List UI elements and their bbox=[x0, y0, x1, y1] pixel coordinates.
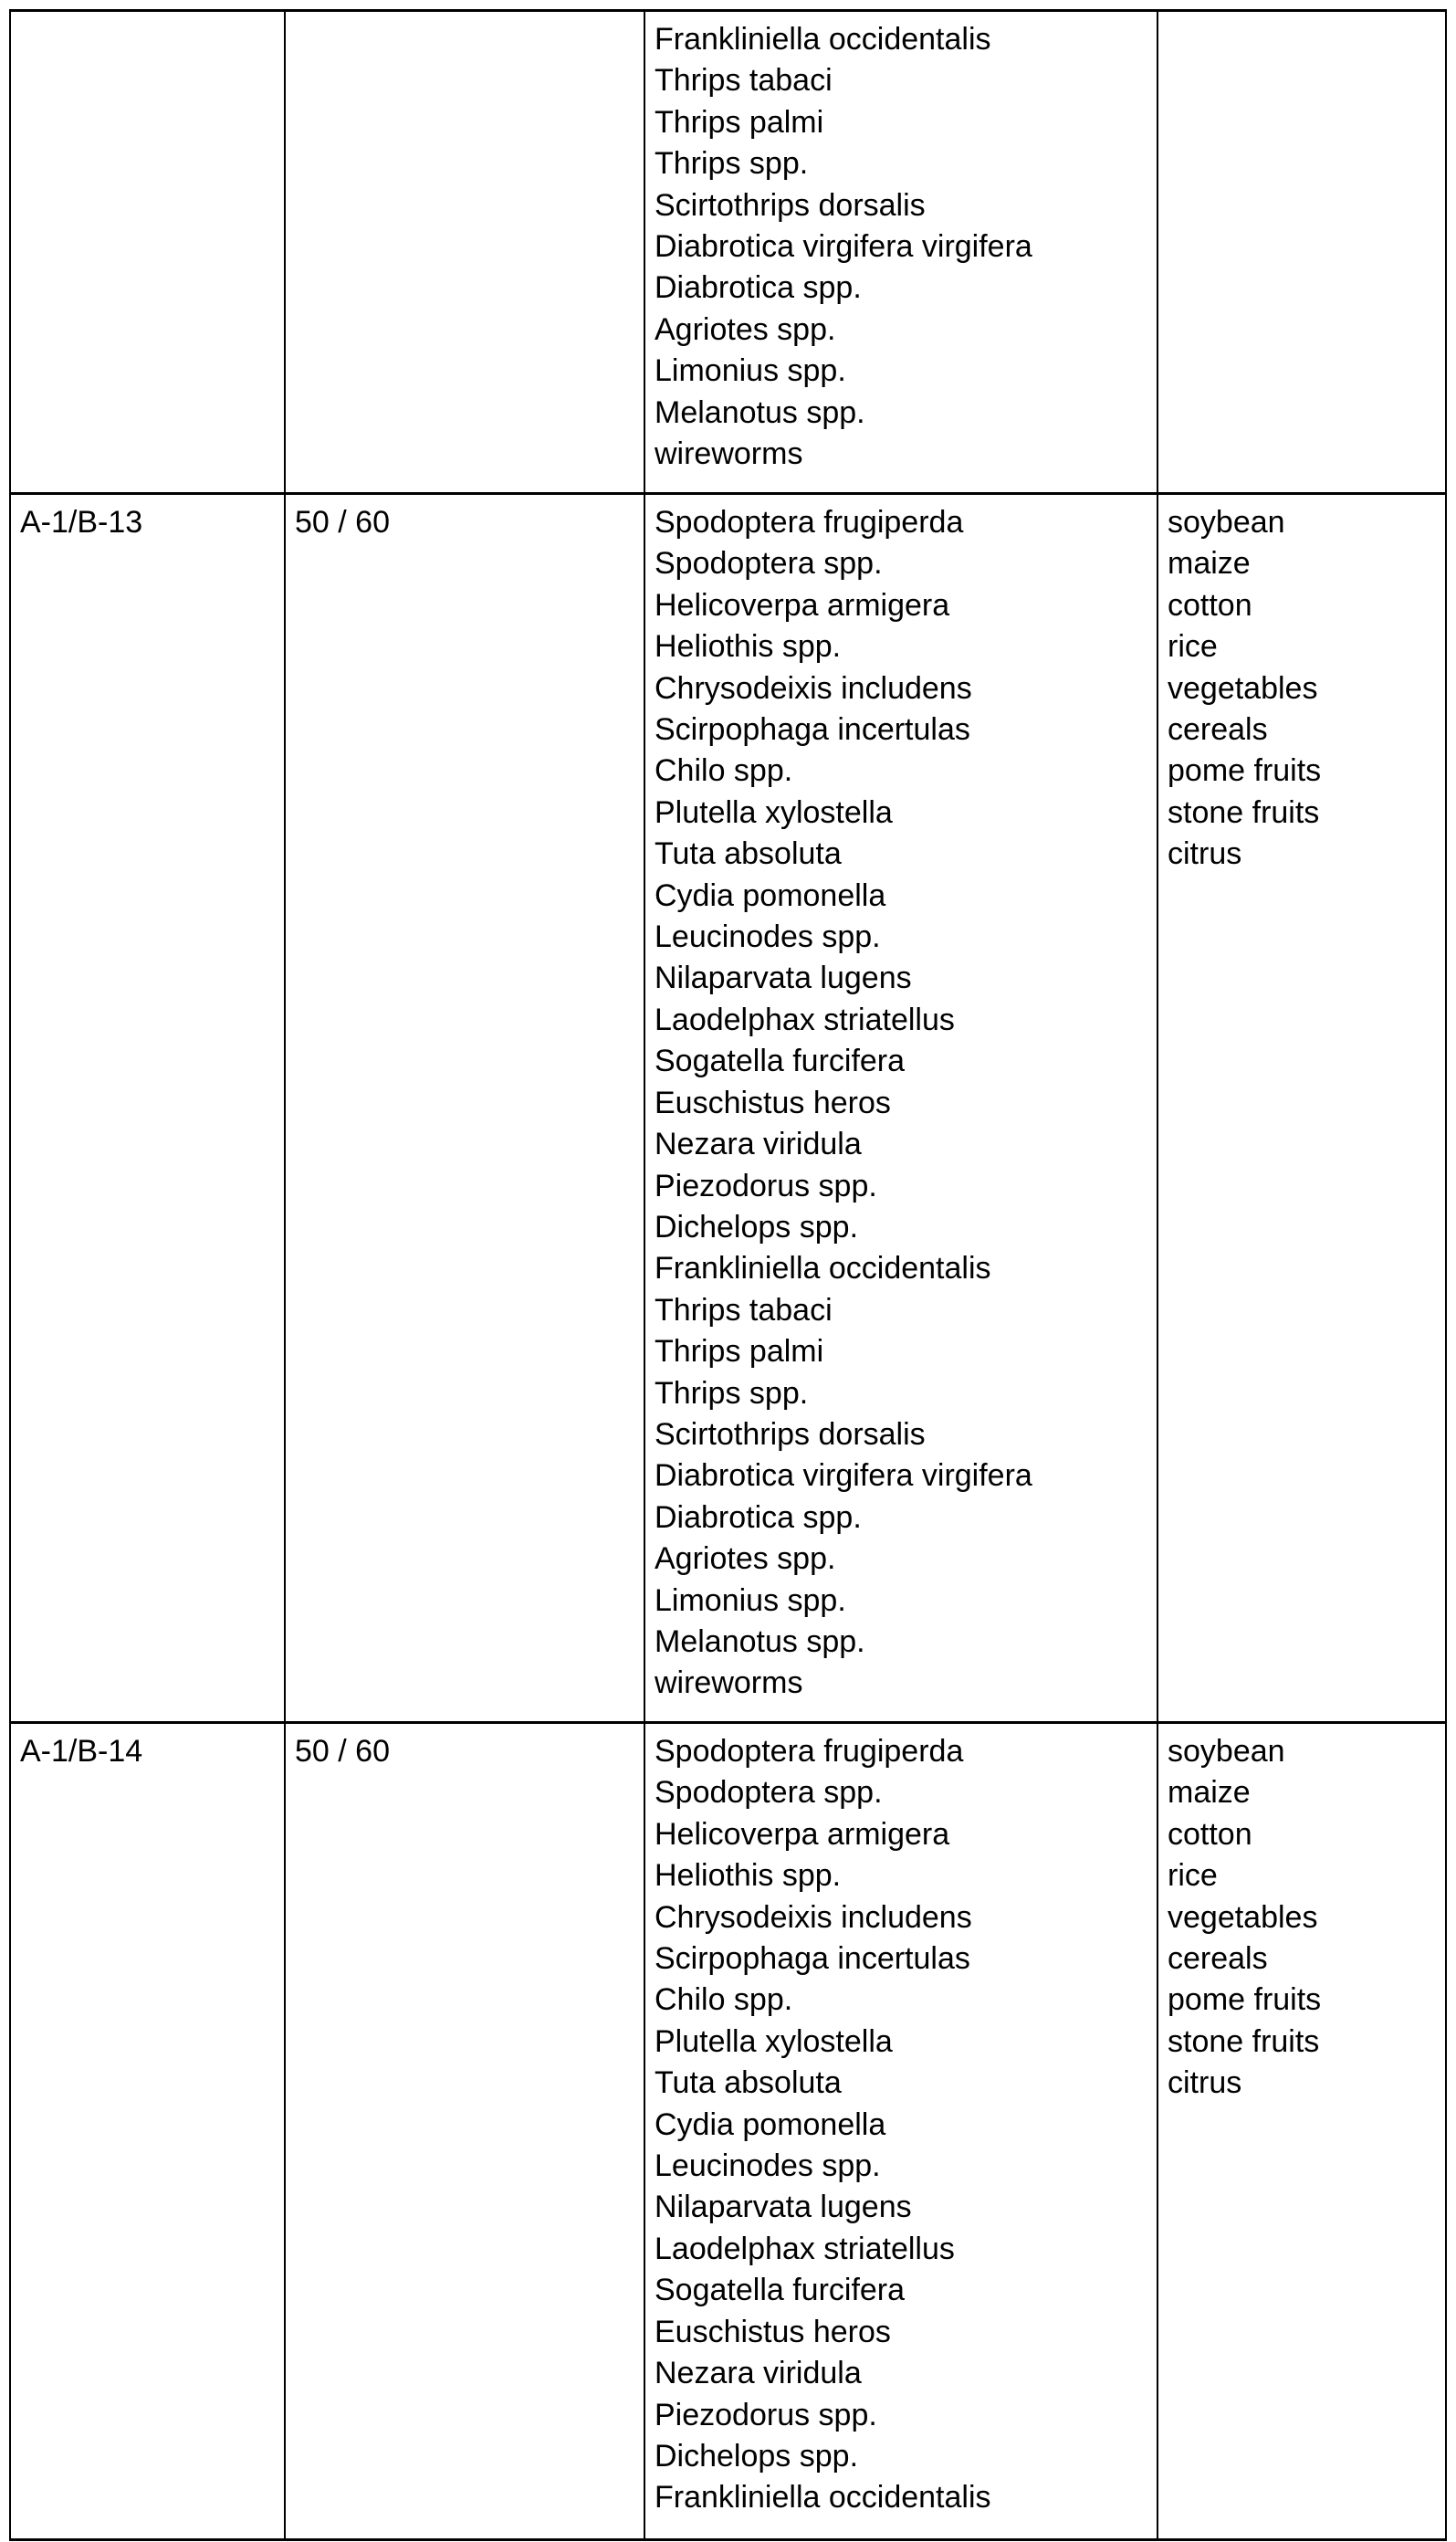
pest-item: Scirpophaga incertulas bbox=[655, 712, 970, 748]
pest-item: Thrips palmi bbox=[655, 1334, 824, 1370]
pest-item: Cydia pomonella bbox=[655, 2106, 886, 2142]
pest-item: Scirpophaga incertulas bbox=[655, 1941, 970, 1977]
pest-item: Scirtothrips dorsalis bbox=[655, 187, 926, 223]
pest-item: Chrysodeixis includens bbox=[655, 1899, 972, 1935]
pest-item: Thrips spp. bbox=[655, 1375, 809, 1411]
pests-cell bbox=[644, 494, 1157, 1723]
ratio-cell: 50 / 60 bbox=[285, 1723, 644, 2540]
pest-item: Piezodorus spp. bbox=[655, 2397, 877, 2432]
pest-item: Euschistus heros bbox=[655, 1085, 891, 1120]
crop-item: citrus bbox=[1168, 2065, 1242, 2101]
ratio-cell bbox=[285, 11, 644, 494]
crop-item: stone fruits bbox=[1168, 794, 1320, 830]
crops-cell bbox=[1157, 494, 1446, 1723]
pest-item: Thrips spp. bbox=[655, 146, 809, 182]
pest-item: Agriotes spp. bbox=[655, 1541, 836, 1577]
pest-item: Helicoverpa armigera bbox=[655, 1816, 950, 1852]
pest-item: Chilo spp. bbox=[655, 753, 793, 789]
pest-item: Spodoptera frugiperda bbox=[655, 505, 964, 540]
pest-item: Euschistus heros bbox=[655, 2314, 891, 2349]
pest-item: Sogatella furcifera bbox=[655, 2273, 906, 2308]
pest-item: Thrips tabaci bbox=[655, 1292, 833, 1328]
mixture-id-cell: A-1/B-13 bbox=[10, 494, 285, 1723]
pest-item: Agriotes spp. bbox=[655, 311, 836, 347]
pest-item: Limonius spp. bbox=[655, 1582, 846, 1618]
mixture-id-cell: A-1/B-14 bbox=[10, 1723, 285, 2540]
pest-item: Nilaparvata lugens bbox=[655, 961, 912, 996]
pest-item: Tuta absoluta bbox=[655, 2065, 842, 2101]
crop-item: cereals bbox=[1168, 712, 1268, 748]
pest-item: Thrips tabaci bbox=[655, 63, 833, 99]
pest-item: Diabrotica spp. bbox=[655, 270, 862, 306]
crop-item: soybean bbox=[1168, 1734, 1285, 1769]
pest-item: Diabrotica virgifera virgifera bbox=[655, 1458, 1032, 1494]
crop-item: cotton bbox=[1168, 1816, 1252, 1852]
pest-item: Spodoptera spp. bbox=[655, 1775, 883, 1811]
pest-item: Spodoptera frugiperda bbox=[655, 1734, 964, 1769]
mixture-id-cell bbox=[10, 11, 285, 494]
crops-cell bbox=[1157, 11, 1446, 494]
pest-item: Frankliniella occidentalis bbox=[655, 22, 991, 57]
pest-item: Piezodorus spp. bbox=[655, 1168, 877, 1203]
pest-item: Laodelphax striatellus bbox=[655, 1002, 955, 1037]
pest-item: Melanotus spp. bbox=[655, 394, 865, 430]
crop-item: soybean bbox=[1168, 505, 1285, 540]
table-row bbox=[10, 1723, 1446, 2540]
pest-item: Diabrotica virgifera virgifera bbox=[655, 229, 1032, 265]
pest-item: Heliothis spp. bbox=[655, 1858, 842, 1894]
pest-item: Thrips palmi bbox=[655, 104, 824, 140]
pest-item: Spodoptera spp. bbox=[655, 546, 883, 582]
pest-item: Tuta absoluta bbox=[655, 836, 842, 872]
pest-item: Nilaparvata lugens bbox=[655, 2190, 912, 2225]
pest-item: Dichelops spp. bbox=[655, 2438, 859, 2474]
crop-item: pome fruits bbox=[1168, 1982, 1322, 2018]
pest-item: wireworms bbox=[655, 436, 803, 472]
crop-item: maize bbox=[1168, 546, 1251, 582]
crop-item: rice bbox=[1168, 1858, 1218, 1894]
crop-item: rice bbox=[1168, 629, 1218, 665]
pest-item: Frankliniella occidentalis bbox=[655, 1251, 991, 1287]
pest-item: Heliothis spp. bbox=[655, 629, 842, 665]
pest-item: Chrysodeixis includens bbox=[655, 670, 972, 706]
pests-cell bbox=[644, 1723, 1157, 2540]
pest-item: Sogatella furcifera bbox=[655, 1044, 906, 1079]
pest-item: Melanotus spp. bbox=[655, 1623, 865, 1659]
pest-item: Diabrotica spp. bbox=[655, 1499, 862, 1535]
crop-item: cotton bbox=[1168, 587, 1252, 623]
pest-item: Plutella xylostella bbox=[655, 794, 893, 830]
ratio-cell: 50 / 60 bbox=[285, 494, 644, 1723]
crop-item: vegetables bbox=[1168, 670, 1318, 706]
pest-item: Cydia pomonella bbox=[655, 877, 886, 913]
crop-item: cereals bbox=[1168, 1941, 1268, 1977]
pest-item: Dichelops spp. bbox=[655, 1209, 859, 1245]
pest-item: Nezara viridula bbox=[655, 1127, 862, 1162]
crop-item: pome fruits bbox=[1168, 753, 1322, 789]
pest-item: Frankliniella occidentalis bbox=[655, 2480, 991, 2516]
pest-item: Plutella xylostella bbox=[655, 2023, 893, 2059]
pest-item: Chilo spp. bbox=[655, 1982, 793, 2018]
pest-item: Nezara viridula bbox=[655, 2356, 862, 2391]
mixture-table bbox=[9, 9, 1447, 2541]
pest-item: Leucinodes spp. bbox=[655, 2148, 881, 2184]
pest-item: Scirtothrips dorsalis bbox=[655, 1416, 926, 1452]
pest-item: Laodelphax striatellus bbox=[655, 2231, 955, 2266]
pest-item: Limonius spp. bbox=[655, 353, 846, 389]
table-row bbox=[10, 494, 1446, 1723]
pests-cell bbox=[644, 11, 1157, 494]
crops-cell bbox=[1157, 1723, 1446, 2540]
pest-item: Helicoverpa armigera bbox=[655, 587, 950, 623]
pest-item: wireworms bbox=[655, 1665, 803, 1701]
crop-item: vegetables bbox=[1168, 1899, 1318, 1935]
crop-item: stone fruits bbox=[1168, 2023, 1320, 2059]
crop-item: citrus bbox=[1168, 836, 1242, 872]
crop-item: maize bbox=[1168, 1775, 1251, 1811]
pest-item: Leucinodes spp. bbox=[655, 919, 881, 955]
table-row bbox=[10, 11, 1446, 494]
